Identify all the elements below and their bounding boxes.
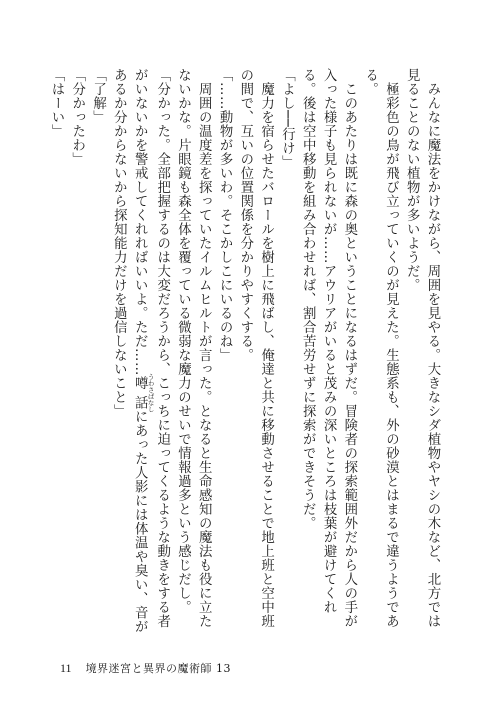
paragraph-1: みんなに魔法をかけながら、周囲を見やる。大きなシダ植物やヤシの木など、北方では見ることのない植物が多いようだ。 (404, 68, 440, 628)
dialogue-animals: 「……動物が多いわ。そこかしこにいるのね」 (217, 68, 233, 362)
paragraph-5: 魔力を宿らせたバロールを樹上に飛ばし、俺達と共に移動させることで地上班と空中班の間で、互いの位置関係を分かりやすくする。 (237, 68, 274, 628)
page-footer (60, 660, 231, 676)
dialogue-understood: 「分かったわ」 (69, 68, 85, 166)
dialogue-go: 「よし──行け」 (279, 68, 295, 170)
book-title: 境界迷宮と異界の魔術師 13 (85, 662, 232, 675)
ruby-reading: うわさばなし (146, 373, 155, 413)
paragraph-3: このあたりは既に森の奥ということになるはずだ。冒険者の探索範囲外だから人の手が入った様子も見られないが……アウリアがいると茂みの深いところは枝葉が避けてくれる。後は空中移動を組み合わせれば、割合苦労せずに探索ができそうだ。 (300, 68, 357, 628)
paragraph-2: 極彩色の鳥が飛び立っていくのが見えた。生態系も、外の砂漠とはまるで違うようである。 (362, 68, 399, 628)
dialogue-yes: 「はーい」 (48, 68, 64, 138)
paragraph-7: 周囲の温度差を探っていたイルムヒルトが言った。となると生命感知の魔法も役に立たないかな。片眼鏡も森全体を覆っている微弱な魔力のせいで情報過多という感じだし。 (175, 68, 212, 628)
ruby-base: 噂話 (132, 373, 148, 413)
dialogue-warning-end: にあった人影には体温や臭い、音があるか分からないから探知能力だけを過信しないこと」 (111, 68, 148, 634)
dialogue-warning-start: 「分かった。全部把握するのは大変だろうから、こっちに迫ってくるような動きをする者がいないかを警戒してくれればいいよ。ただ…… (132, 68, 170, 628)
ruby-rumor (132, 373, 155, 413)
page-number: 11 (60, 661, 72, 675)
vertical-text-body (48, 68, 442, 640)
dialogue-roger: 「了解」 (90, 68, 106, 124)
dialogue-warning (108, 68, 172, 640)
